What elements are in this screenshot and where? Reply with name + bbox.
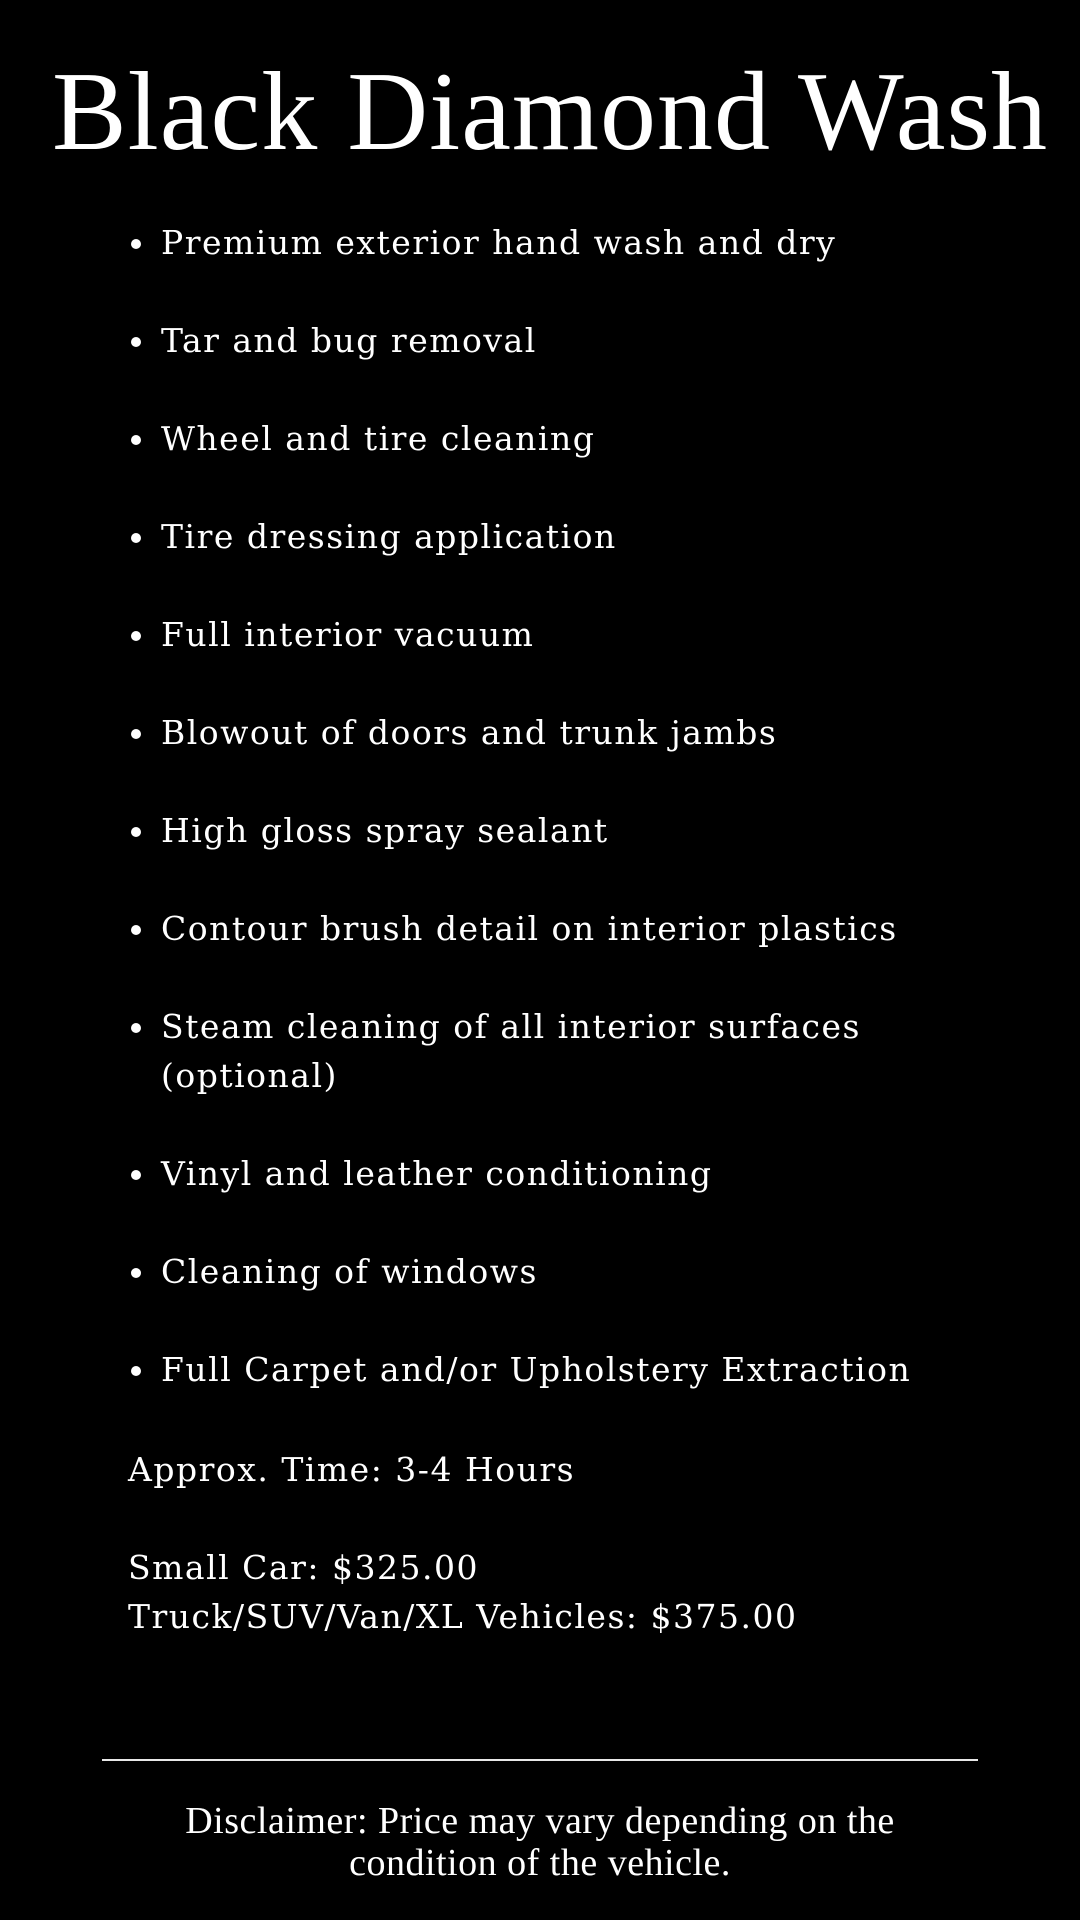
list-item xyxy=(128,1345,968,1394)
service-label: High gloss spray sealant xyxy=(161,811,609,850)
list-item xyxy=(128,218,968,267)
bullet-icon xyxy=(131,239,141,249)
service-label: Contour brush detail on interior plastics xyxy=(161,909,898,948)
service-label: Vinyl and leather conditioning xyxy=(161,1154,713,1193)
bullet-icon xyxy=(131,729,141,739)
list-item xyxy=(128,904,968,953)
approx-time: Approx. Time: 3-4 Hours xyxy=(128,1450,576,1489)
service-label: Full interior vacuum xyxy=(161,615,535,654)
service-label: Wheel and tire cleaning xyxy=(161,419,596,458)
list-item xyxy=(128,1149,968,1198)
list-item xyxy=(128,708,968,757)
services-list xyxy=(128,218,968,1443)
bullet-icon xyxy=(131,533,141,543)
bullet-icon xyxy=(131,337,141,347)
service-label: Steam cleaning of all interior surfaces (optional) xyxy=(161,1007,861,1095)
service-label: Tire dressing application xyxy=(161,517,617,556)
bullet-icon xyxy=(131,435,141,445)
list-item xyxy=(128,512,968,561)
bullet-icon xyxy=(131,1268,141,1278)
service-label: Full Carpet and/or Upholstery Extraction xyxy=(161,1350,912,1389)
list-item xyxy=(128,1247,968,1296)
bullet-icon xyxy=(131,1366,141,1376)
disclaimer: Disclaimer: Price may vary depending on the condition of the vehicle. xyxy=(185,1800,895,1884)
list-item xyxy=(128,806,968,855)
divider xyxy=(102,1759,978,1761)
list-item xyxy=(128,316,968,365)
bullet-icon xyxy=(131,1170,141,1180)
service-label: Blowout of doors and trunk jambs xyxy=(161,713,778,752)
price-large-vehicles: Truck/SUV/Van/XL Vehicles: $375.00 xyxy=(128,1597,798,1636)
price-small-car: Small Car: $325.00 xyxy=(128,1548,479,1587)
service-label: Cleaning of windows xyxy=(161,1252,538,1291)
list-item xyxy=(128,414,968,463)
list-item xyxy=(128,1002,968,1100)
bullet-icon xyxy=(131,1023,141,1033)
bullet-icon xyxy=(131,631,141,641)
service-label: Premium exterior hand wash and dry xyxy=(161,223,837,262)
page-title: Black Diamond Wash xyxy=(51,50,1049,174)
bullet-icon xyxy=(131,827,141,837)
service-label: Tar and bug removal xyxy=(161,321,537,360)
bullet-icon xyxy=(131,925,141,935)
list-item xyxy=(128,610,968,659)
